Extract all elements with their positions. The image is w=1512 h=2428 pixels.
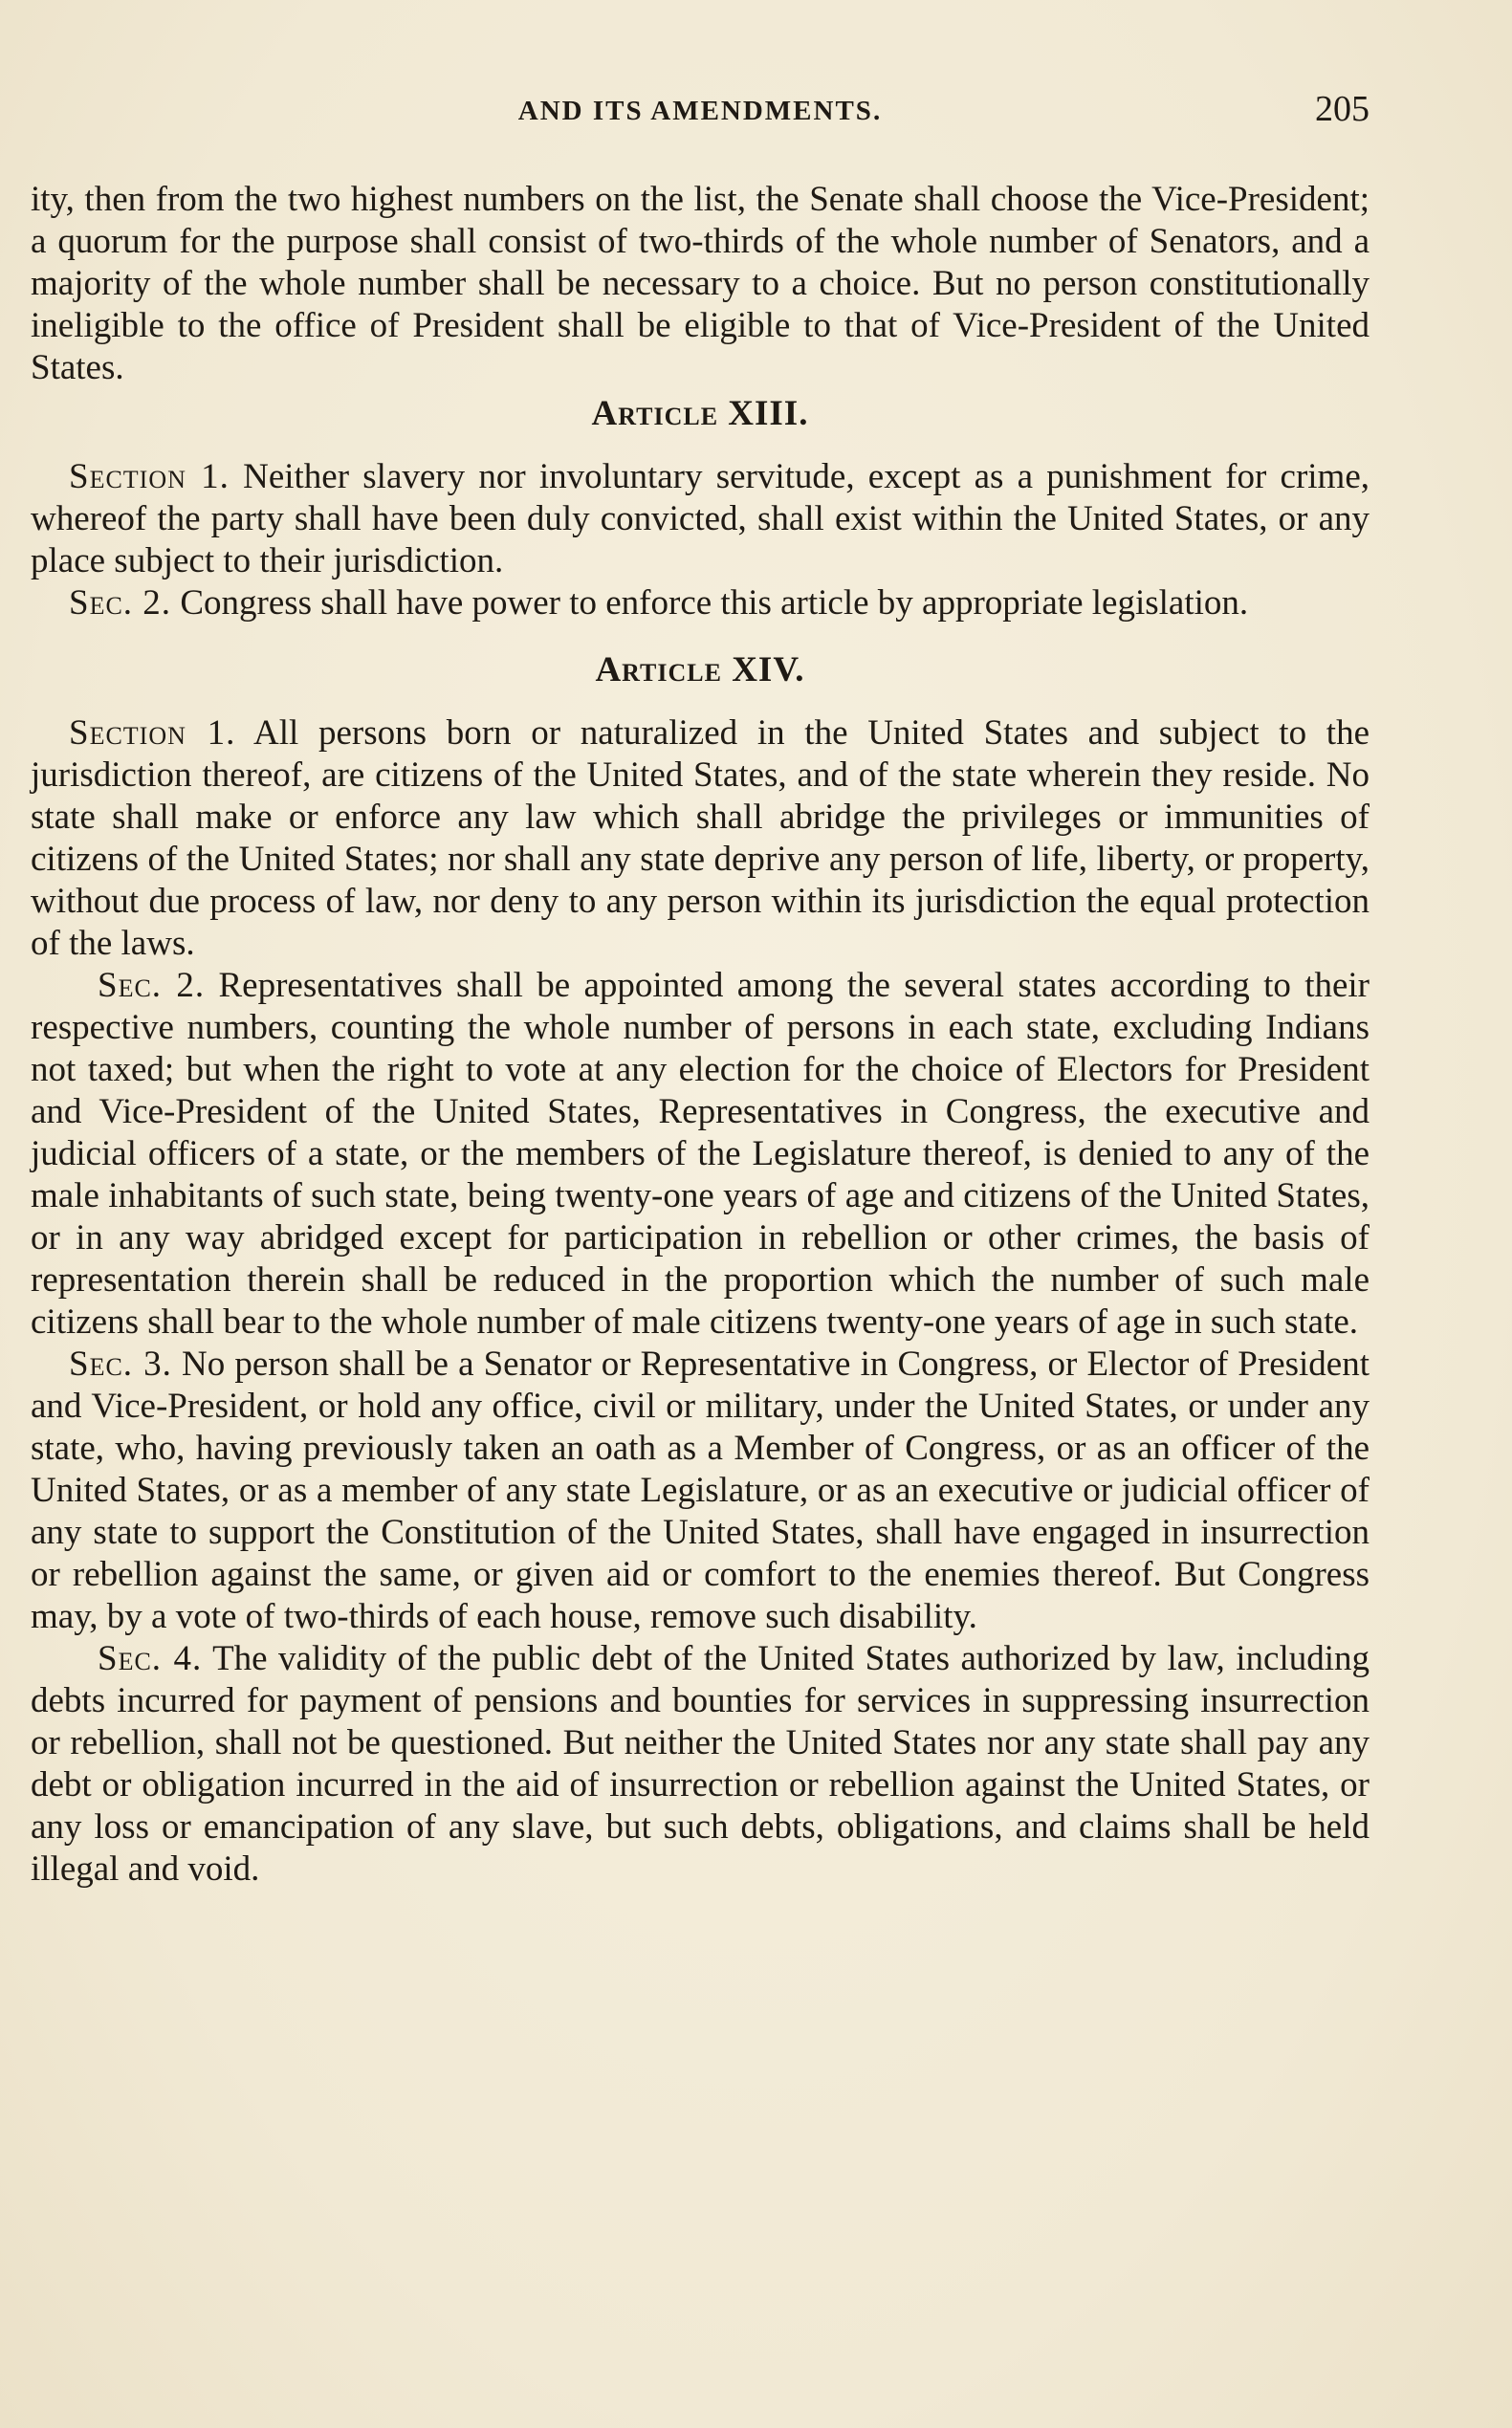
section-label: Section 1. [69, 713, 236, 753]
continuation-paragraph: ity, then from the two highest numbers on the list, the Senate shall choose the Vice-President; a quorum for the purpose shall consist of two-thirds of the whole number of Senators, and a majority of the whole number shall be necessary to a choice. But no person constitutionally ineligible to the office of President shall be eligible to that of Vice-President of the United States. [31, 180, 1370, 387]
article-xiv-section-4 [31, 1638, 1370, 1891]
section-text: Representatives shall be appointed among the several states according to their respective numbers, counting the whole number of persons in each state, excluding Indians not taxed; but when the right to vote at any election for the choice of Electors for President and Vice-President of the United States, Representatives in Congress, the executive and judicial officers of a state, or the members of the Legislature thereof, is denied to any of the male inhabitants of such state, being twenty-one years of age and citizens of the United States, or in any way abridged except for participation in rebellion or other crimes, the basis of representation therein shall be reduced in the proportion which the number of such male citizens shall bear to the whole number of male citizens twenty-one years of age in such state. [31, 966, 1370, 1342]
article-xiv-section-1 [31, 712, 1370, 965]
section-label: Sec. 3. [69, 1345, 172, 1384]
section-label: Section 1. [69, 457, 230, 496]
section-text: Congress shall have power to enforce this article by appropriate legislation. [180, 583, 1249, 623]
article-xiii-heading: Article XIII. [591, 394, 809, 433]
article-xiii-section-1 [31, 456, 1370, 582]
article-xiv-section-2 [31, 965, 1370, 1344]
section-label: Sec. 2. [69, 583, 172, 623]
article-xiii-section-2 [31, 582, 1370, 624]
section-text: Neither slavery nor involuntary servitude, except as a punishment for crime, whereof the party shall have been duly convicted, shall exist within the United States, or any place subject to their jurisdiction. [31, 457, 1370, 580]
section-text: All persons born or naturalized in the United States and subject to the jurisdiction thereof, are citizens of the United States, and of the state wherein they reside. No state shall make or enforce any law which shall abridge the privileges or immunities of citizens of the United States; nor shall any state deprive any person of life, liberty, or property, without due process of law, nor deny to any person within its jurisdiction the equal protection of the laws. [31, 713, 1370, 963]
page-number: 205 [1315, 89, 1370, 129]
section-text: The validity of the public debt of the United States authorized by law, including debts incurred for payment of pensions and bounties for services in suppressing insurrection or rebellion, shall not be questioned. But neither the United States nor any state shall pay any debt or obligation incurred in the aid of insurrection or rebellion against the United States, or any loss or emancipation of any slave, but such debts, obligations, and claims shall be held illegal and void. [31, 1639, 1370, 1889]
running-head: AND ITS AMENDMENTS. [517, 96, 883, 126]
page-body [31, 179, 1370, 1891]
section-label: Sec. 2. [98, 966, 206, 1005]
article-xiv-heading: Article XIV. [595, 650, 805, 689]
page-header [31, 88, 1370, 136]
article-xiv-section-3 [31, 1344, 1370, 1638]
section-label: Sec. 4. [98, 1639, 203, 1678]
section-text: No person shall be a Senator or Representative in Congress, or Elector of President and Vice-President, or hold any office, civil or military, under the United States, or under any state, who, having previously taken an oath as a Member of Congress, or as an officer of the United States, or as a member of any state Legislature, or as an executive or judicial officer of any state to support the Constitution of the United States, shall have engaged in insurrection or rebellion against the same, or given aid or comfort to the enemies thereof. But Congress may, by a vote of two-thirds of each house, remove such disability. [31, 1345, 1370, 1636]
